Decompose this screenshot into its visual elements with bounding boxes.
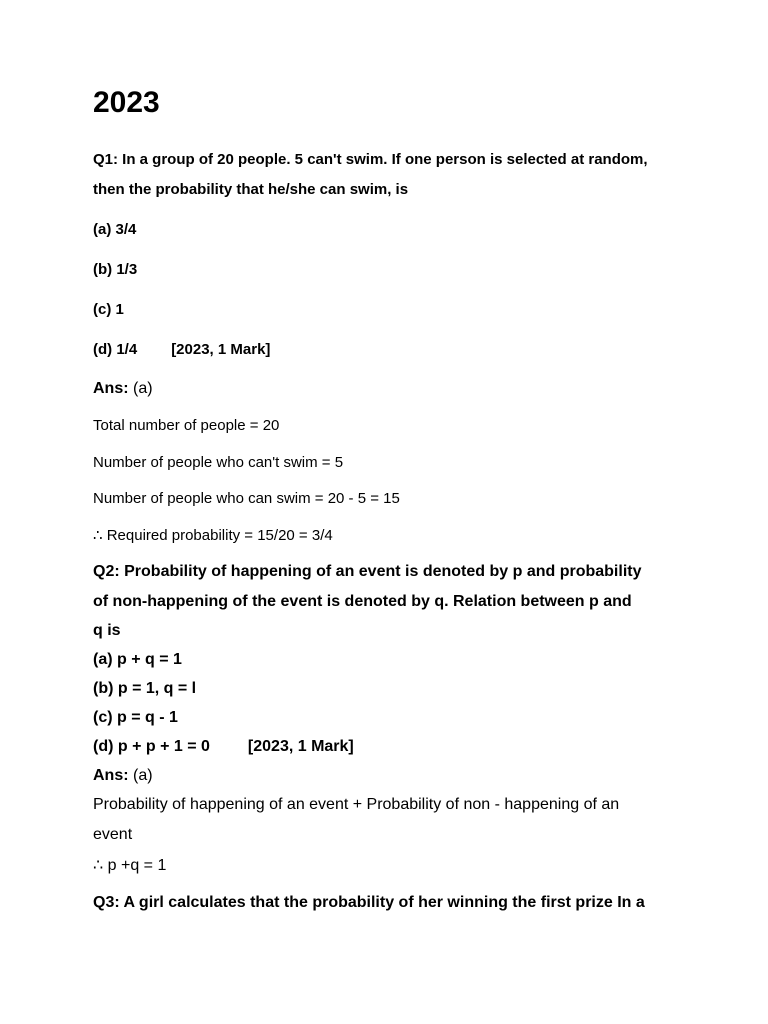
- q2-option-d: (d) p + p + 1 = 0: [93, 738, 210, 755]
- q2-answer: [93, 767, 153, 785]
- page-title: 2023: [93, 86, 160, 119]
- q2-answer-label: Ans:: [93, 767, 129, 784]
- q1-answer: [93, 380, 153, 398]
- q1-text-line-1: Q1: In a group of 20 people. 5 can't swim. If one person is selected at random,: [93, 151, 648, 168]
- q2-solution-line-1: Probability of happening of an event + Probability of non - happening of an: [93, 796, 620, 813]
- q1-solution-line-1: Total number of people = 20: [93, 417, 280, 434]
- q2-option-b: (b) p = 1, q = l: [93, 680, 197, 697]
- q2-solution-line-2: event: [93, 826, 133, 843]
- q2-option-c: (c) p = q - 1: [93, 709, 178, 726]
- q2-option-d-row: [93, 738, 354, 756]
- q1-solution-line-2: Number of people who can't swim = 5: [93, 454, 344, 471]
- q1-option-b: (b) 1/3: [93, 261, 138, 278]
- q1-answer-value: (a): [133, 380, 153, 397]
- q2-option-a: (a) p + q = 1: [93, 651, 182, 668]
- q3-text-line-1: Q3: A girl calculates that the probability of her winning the first prize In a: [93, 894, 645, 911]
- q1-option-d: (d) 1/4: [93, 341, 138, 358]
- q1-text-line-2: then the probability that he/she can swim, is: [93, 181, 409, 198]
- q1-mark: [2023, 1 Mark]: [171, 341, 271, 358]
- q2-text-line-2: of non-happening of the event is denoted by q. Relation between p and: [93, 593, 632, 610]
- q1-solution-line-4: ∴ Required probability = 15/20 = 3/4: [93, 527, 333, 544]
- q2-solution-line-3: ∴ p +q = 1: [93, 857, 167, 874]
- q2-text-line-1: Q2: Probability of happening of an event is denoted by p and probability: [93, 563, 642, 580]
- q1-option-a: (a) 3/4: [93, 221, 137, 238]
- q1-answer-label: Ans:: [93, 380, 129, 397]
- q1-solution-line-3: Number of people who can swim = 20 - 5 = 15: [93, 490, 400, 507]
- q1-option-c: (c) 1: [93, 301, 124, 318]
- q2-text-line-3: q is: [93, 622, 121, 639]
- q1-option-d-row: [93, 341, 270, 358]
- q2-answer-value: (a): [133, 767, 153, 784]
- q2-mark: [2023, 1 Mark]: [247, 738, 354, 755]
